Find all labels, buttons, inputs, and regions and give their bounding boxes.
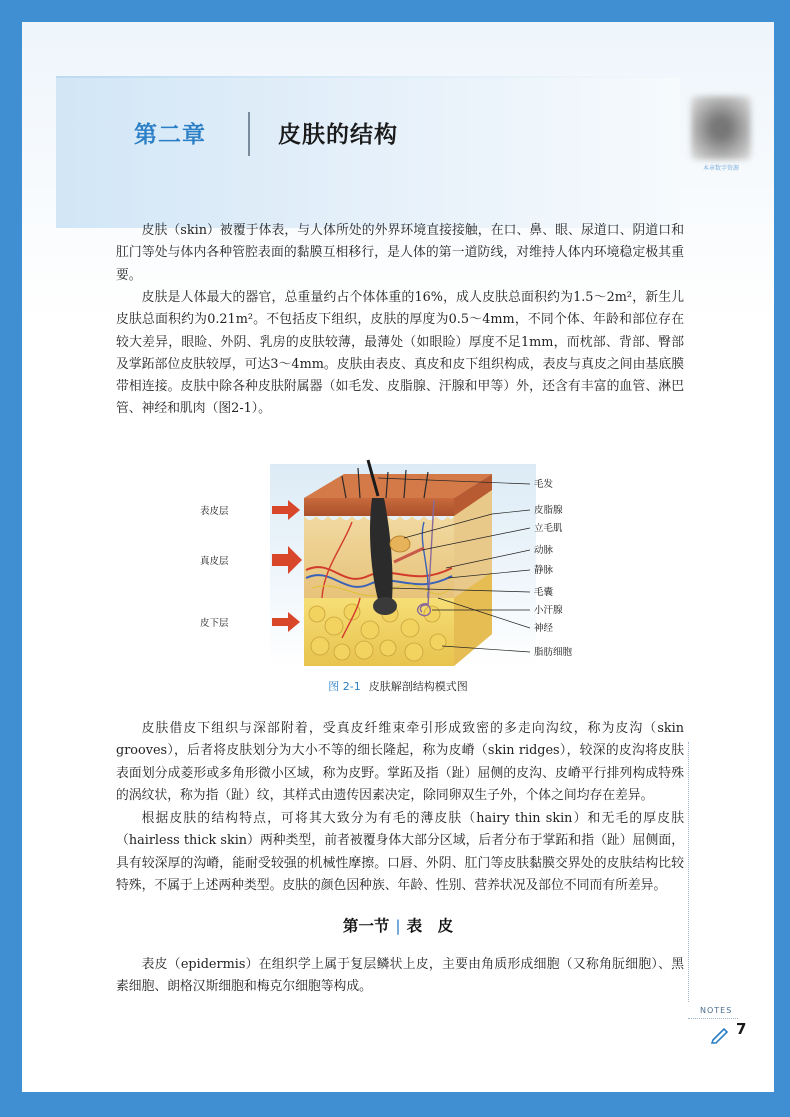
paragraph-epidermis: 表皮（epidermis）在组织学上属于复层鳞状上皮，主要由角质形成细胞（又称角朊细胞）、黑素细胞、朗格汉斯细胞和梅克尔细胞等构成。 — [116, 957, 684, 995]
paragraph-intro: 皮肤（skin）被覆于体表，与人体所处的外界环境直接接触，在口、鼻、眼、尿道口、阴道口和肛门等处与体内各种管腔表面的黏膜互相移行，是人体的第一道防线，对维持人体内环境稳定极其重要。 — [116, 223, 684, 283]
sebaceous-gland — [390, 536, 410, 552]
book-page — [22, 22, 774, 1092]
figure-label-sebaceous: 皮脂腺 — [534, 505, 563, 516]
chapter-divider — [248, 112, 250, 156]
figure-label-nerve: 神经 — [534, 623, 554, 634]
chapter-header-band — [56, 78, 680, 228]
page-number: 7 — [736, 1020, 747, 1038]
qr-caption: 本章数字资源 — [702, 165, 739, 172]
figure-caption-text: 皮肤解剖结构模式图 — [368, 680, 468, 693]
figure-label-epidermis: 表皮层 — [200, 506, 229, 517]
figure-label-follicle: 毛囊 — [534, 587, 554, 598]
chapter-number: 第二章 — [134, 122, 206, 148]
figure-label-hair: 毛发 — [534, 479, 554, 490]
chapter-title: 皮肤的结构 — [278, 122, 398, 148]
paragraph-skin-organ: 皮肤是人体最大的器官，总重量约占个体体重的16%，成人皮肤总面积约为1.5～2m²，新生儿皮肤总面积约为0.21m²。不包括皮下组织，皮肤的厚度为0.5～4mm，不同个体、年龄和部位存在较大差异，眼睑、外阴、乳房的皮肤较薄，最薄处（如眼睑）厚度不足1mm，而枕部、背部、臀部及掌跖部位皮肤较厚，可达3～4mm。皮肤由表皮、真皮和皮下组织构成，表皮与真皮之间由基底膜带相连接。皮肤中除各种皮肤附属器（如毛发、皮脂腺、汗腺和甲等）外，还含有丰富的血管、淋巴管、神经和肌肉（图2-1）。 — [116, 290, 684, 417]
figure-label-sweat-gland: 小汗腺 — [534, 605, 563, 616]
figure-caption — [22, 678, 774, 694]
figure-label-vein: 静脉 — [534, 565, 554, 576]
figure-label-arrector: 立毛肌 — [534, 523, 563, 534]
notes-underline — [688, 1018, 738, 1019]
notes-margin-rule — [688, 742, 689, 1002]
paragraph-skin-types: 根据皮肤的结构特点，可将其大致分为有毛的薄皮肤（hairy thin skin）和无毛的厚皮肤（hairless thick skin）两种类型，前者被覆身体大部分区域，后者分布于掌跖和指（趾）屈侧面，具有较深厚的沟嵴，能耐受较强的机械性摩擦。口唇、外阴、肛门等皮肤黏膜交界处的皮肤结构比较特殊，不属于上述两种类型。皮肤的颜色因种族、年龄、性别、营养状况及部位不同而有所差异。 — [116, 811, 684, 893]
paragraph-skin-grooves: 皮肤借皮下组织与深部附着，受真皮纤维束牵引形成致密的多走向沟纹，称为皮沟（skin grooves），后者将皮肤划分为大小不等的细长隆起，称为皮嵴（skin ridges），较深的皮沟将皮肤表面划分成菱形或多角形微小区域，称为皮野。掌跖及指（趾）屈侧的皮沟、皮嵴平行排列构成特殊的涡纹状，称为指（趾）纹，其样式由遗传因素决定，除同卵双生子外，个体之间均存在差异。 — [116, 721, 684, 803]
section-heading — [22, 914, 774, 936]
section-separator: | — [395, 917, 401, 935]
section-title: 表 皮 — [406, 917, 454, 935]
figure-label-artery: 动脉 — [534, 545, 554, 556]
skin-anatomy-figure — [192, 438, 582, 668]
figure-number: 图 2-1 — [328, 680, 361, 693]
section-number: 第一节 — [342, 917, 390, 935]
qr-code-icon[interactable] — [691, 96, 751, 160]
notes-label: NOTES — [700, 1006, 733, 1015]
figure-label-fat-cell: 脂肪细胞 — [534, 647, 573, 658]
figure-label-dermis: 真皮层 — [200, 556, 229, 567]
figure-label-subcutis: 皮下层 — [200, 618, 229, 629]
pencil-icon — [710, 1024, 730, 1044]
